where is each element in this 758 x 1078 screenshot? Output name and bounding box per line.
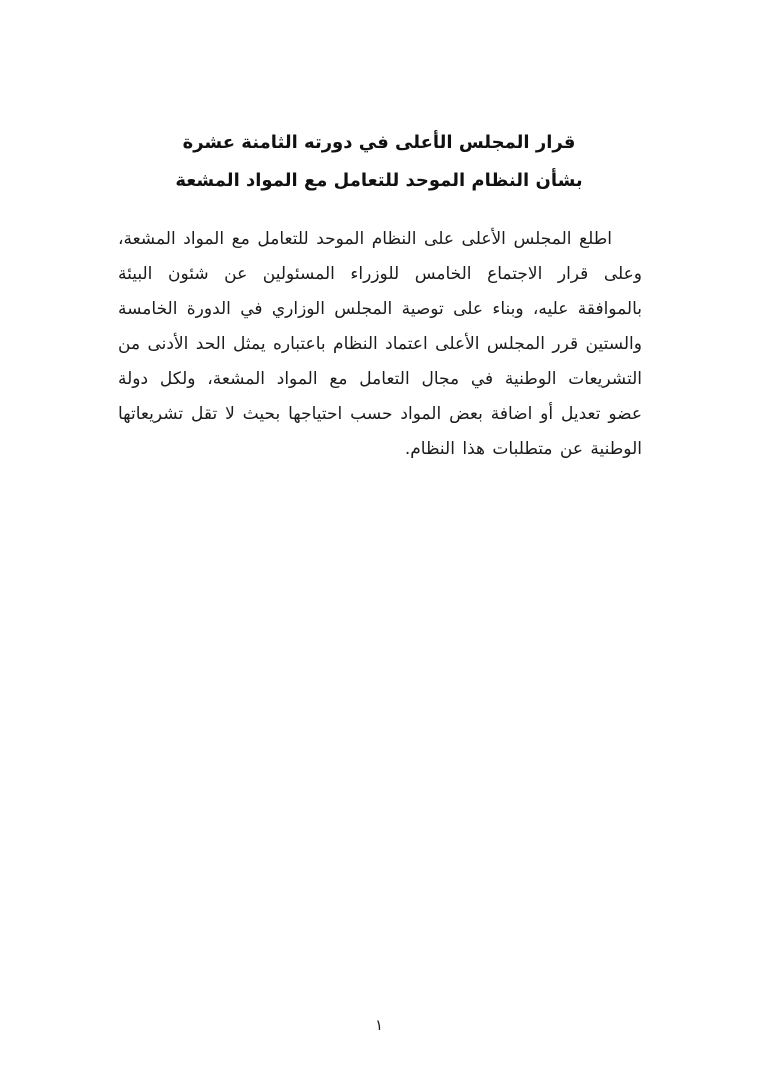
title-line-1: قرار المجلس الأعلى في دورته الثامنة عشرة [182,132,576,153]
title-line-2: بشأن النظام الموحد للتعامل مع المواد المشعة [175,170,583,191]
page-number: ١ [374,1016,384,1034]
body-paragraph: اطلع المجلس الأعلى على النظام الموحد للتعامل مع المواد المشعة، وعلى قرار الاجتماع الخامس للوزراء المسئولين عن شئون البيئة بالموافقة عليه، وبناء على توصية المجلس الوزاري في الدورة الخامسة والستين قرر المجلس الأعلى اعتماد النظام باعتباره يمثل الحد الأدنى من التشريعات الوطنية في مجال التعامل مع المواد المشعة، ولكل دولة عضو تعديل أو اضافة بعض المواد حسب احتياجها بحيث لا تقل تشريعاتها الوطنية عن متطلبات هذا النظام. [118,229,642,459]
document-title [0,124,758,200]
